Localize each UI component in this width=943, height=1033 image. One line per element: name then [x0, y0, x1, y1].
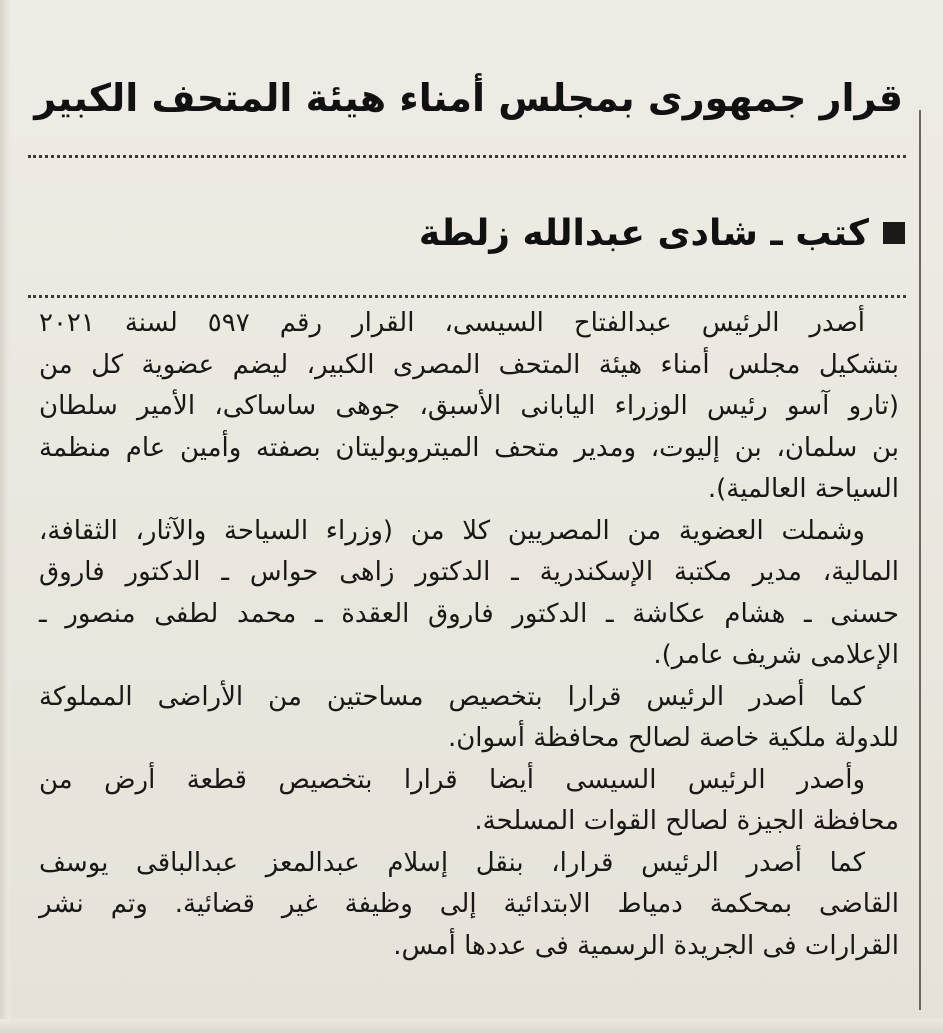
paper-edge — [0, 0, 10, 1033]
byline — [419, 200, 905, 266]
article-line: القاضى بمحكمة دمياط الابتدائية إلى وظيفة غير قضائية. وتم نشر — [39, 889, 899, 919]
clipping-border — [919, 110, 927, 1010]
article-line: القرارات فى الجريدة الرسمية فى عددها أمس. — [393, 930, 899, 961]
article-line: حسنى ـ هشام عكاشة ـ الدكتور فاروق العقدة ـ محمد لطفى منصور ـ — [39, 598, 899, 629]
paragraph-2 — [39, 511, 899, 677]
article-body — [39, 303, 899, 967]
square-bullet-icon — [883, 222, 905, 244]
article-line: وشملت العضوية من المصريين كلا من (وزراء السياحة والآثار، الثقافة، — [39, 515, 865, 546]
paragraph-5 — [39, 843, 899, 968]
byline-text: كتب ـ شادى عبدالله زلطة — [418, 212, 869, 254]
article-line: السياحة العالمية). — [707, 474, 899, 504]
article-line: بتشكيل مجلس أمناء هيئة المتحف المصرى الكبير، ليضم عضوية كل من — [39, 349, 899, 380]
article-line: كما أصدر الرئيس قرارا بتخصيص مساحتين من الأراضى المملوكة — [39, 681, 865, 712]
byline-divider — [28, 295, 906, 298]
article-line: (تارو آسو رئيس الوزراء اليابانى الأسبق، جوهى ساساكى، الأمير سلطان — [39, 391, 899, 421]
article-line: بن سلمان، بن إليوت، ومدير متحف الميتروبوليتان بصفته وأمين عام منظمة — [39, 432, 899, 463]
headline-divider — [28, 155, 906, 158]
article-line: أصدر الرئيس عبدالفتاح السيسى، القرار رقم ٥٩٧ لسنة ٢٠٢١ — [39, 308, 866, 338]
paragraph-3 — [39, 677, 899, 760]
article-line: المالية، مدير مكتبة الإسكندرية ـ الدكتور زاهى حواس ـ الدكتور فاروق — [39, 557, 899, 587]
paper-edge-bottom — [0, 1019, 943, 1033]
article-line: محافظة الجيزة لصالح القوات المسلحة. — [474, 806, 899, 836]
article-line: وأصدر الرئيس السيسى أيضا قرارا بتخصيص قطعة أرض من — [39, 764, 865, 795]
article-line: الإعلامى شريف عامر). — [653, 640, 899, 670]
paragraph-4 — [39, 760, 899, 843]
headline: قرار جمهورى بمجلس أمناء هيئة المتحف الكبير — [34, 76, 903, 120]
article-line: للدولة ملكية خاصة لصالح محافظة أسوان. — [447, 723, 899, 753]
paragraph-1 — [39, 303, 899, 511]
article-line: كما أصدر الرئيس قرارا، بنقل إسلام عبدالمعز عبدالباقى يوسف — [39, 847, 865, 878]
